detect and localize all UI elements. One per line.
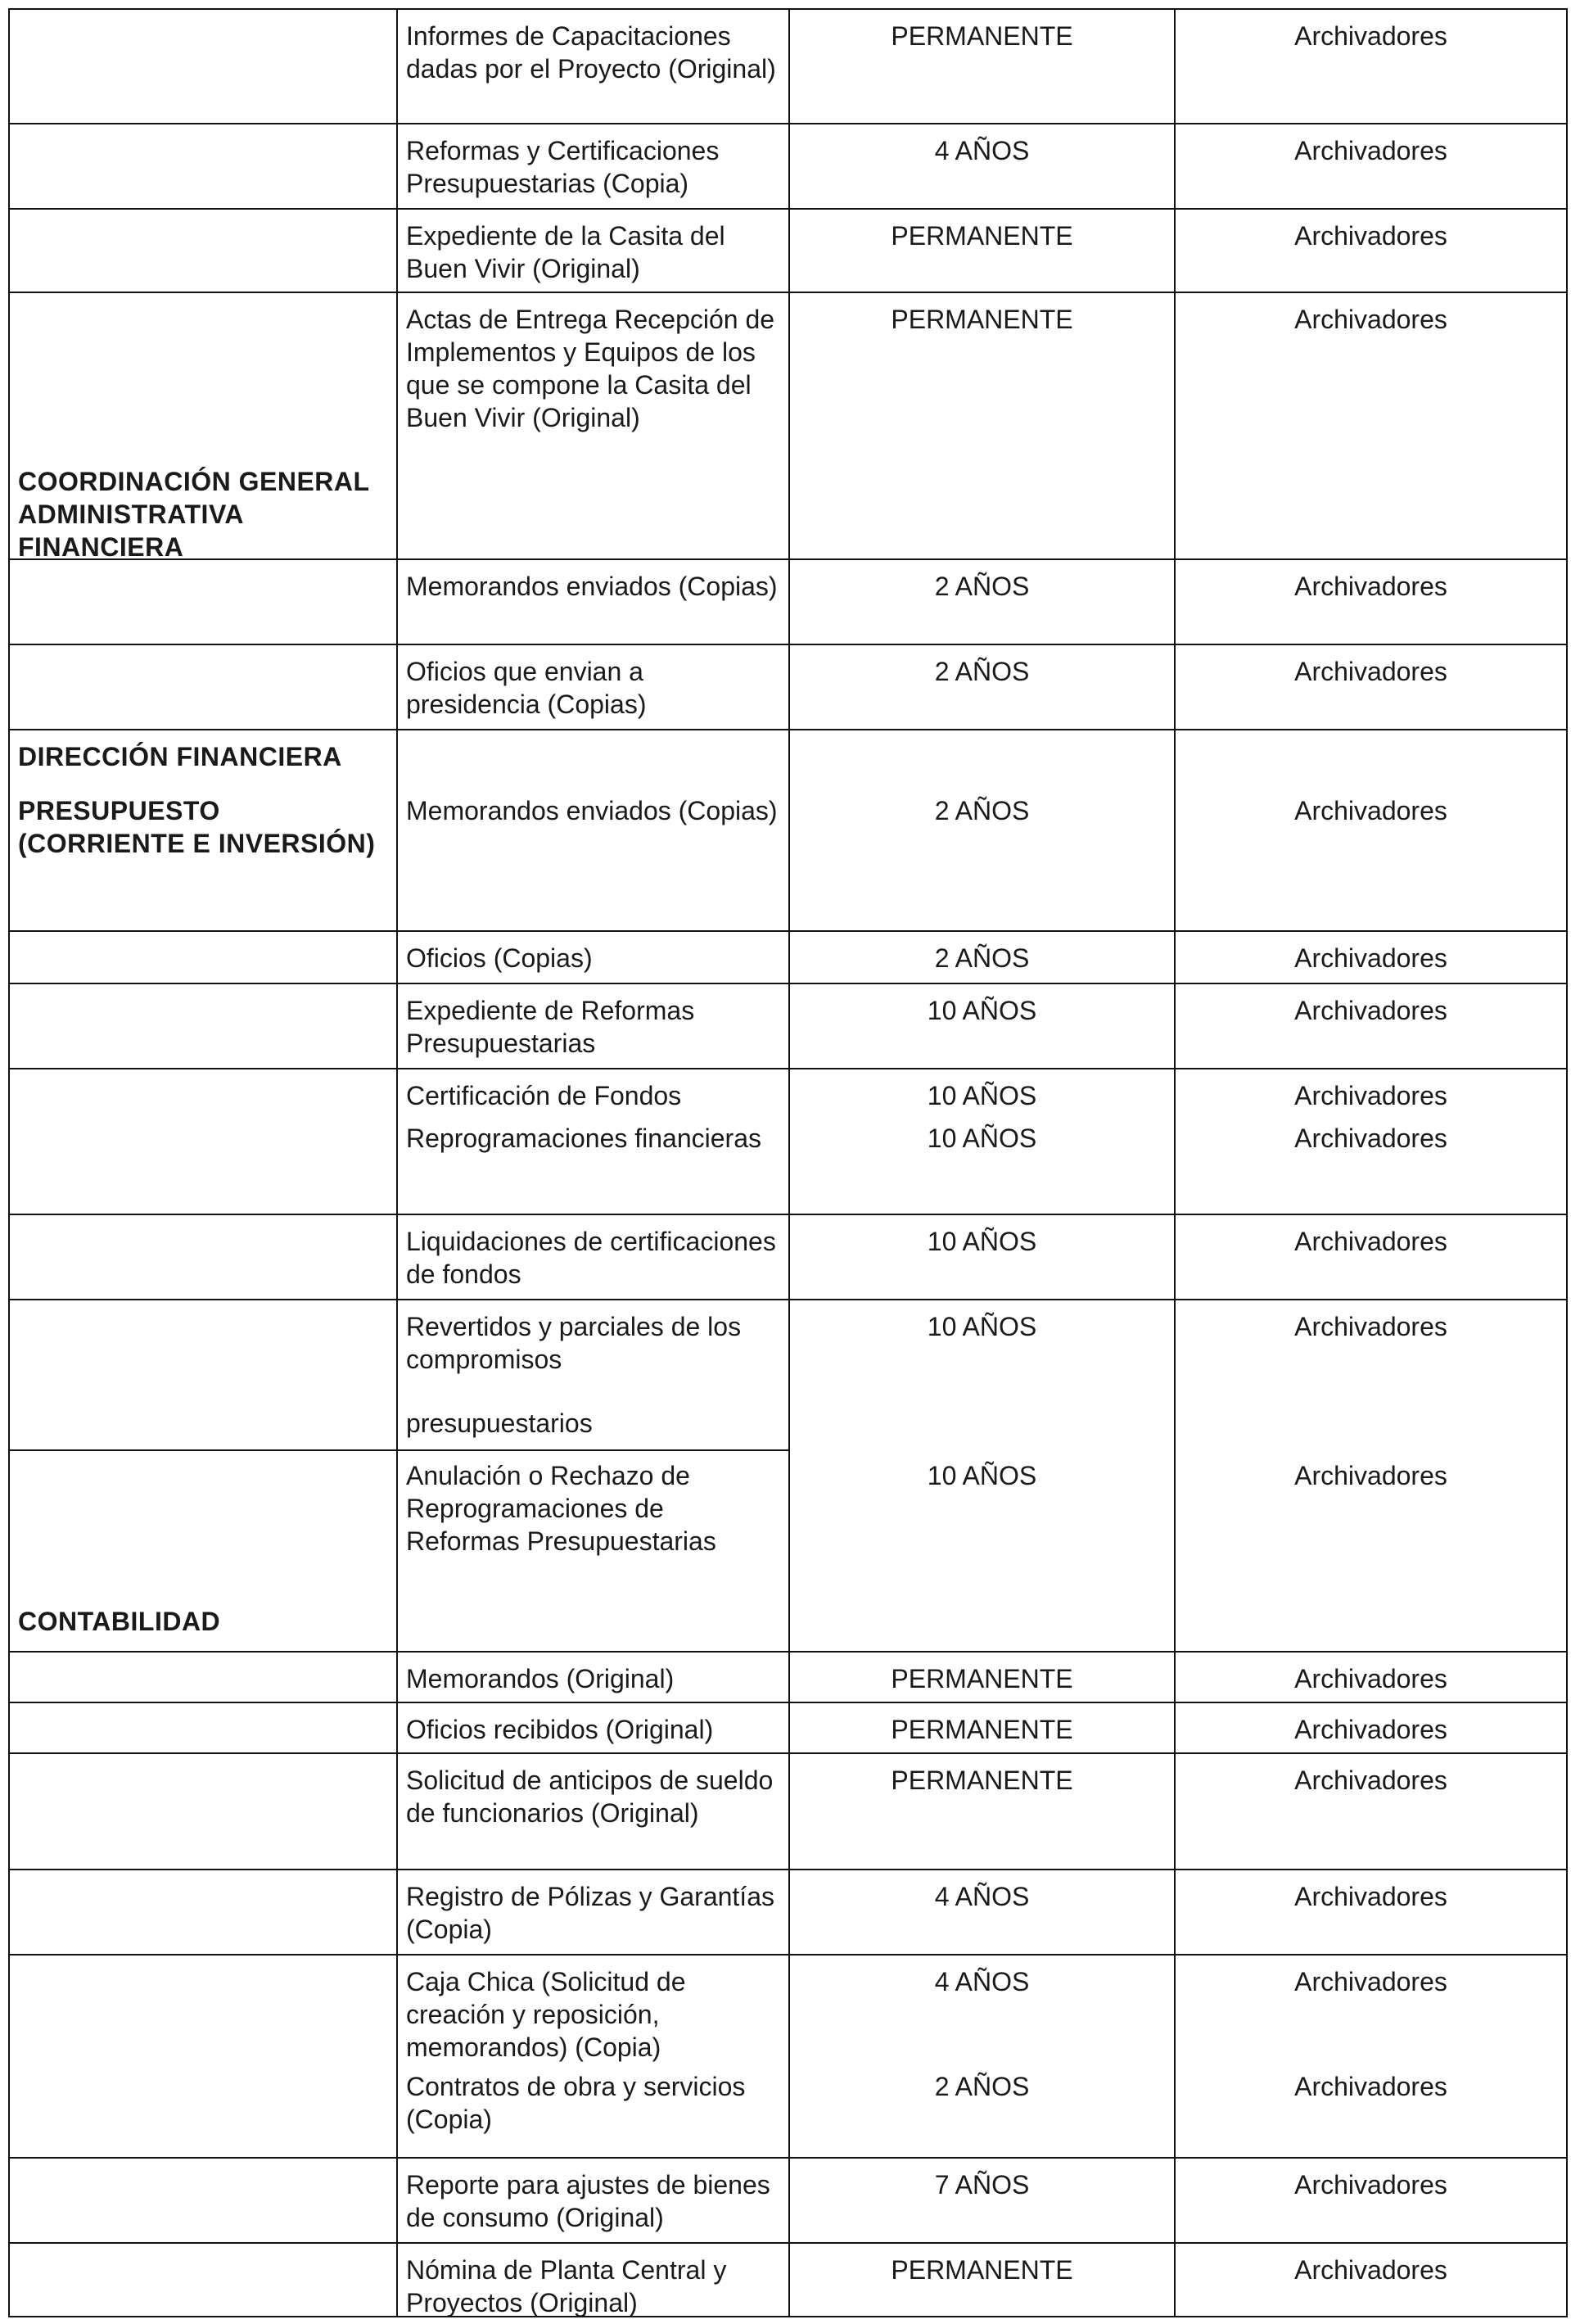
retention-cell: PERMANENTE xyxy=(891,1664,1073,1693)
document-text-continued: presupuestarios xyxy=(406,1408,593,1438)
retention-cell: 2 AÑOS xyxy=(934,2072,1030,2101)
document-cell: Reporte para ajustes de bienes de consumo (Original) xyxy=(406,2170,770,2232)
document-cell: Reformas y Certificaciones Presupuestarias (Copia) xyxy=(406,136,720,198)
document-cell: Certificación de Fondos xyxy=(406,1081,682,1110)
retention-cell: 4 AÑOS xyxy=(934,1967,1030,1996)
table-row xyxy=(8,930,1568,984)
document-cell: Liquidaciones de certificaciones de fondos xyxy=(406,1227,776,1289)
retention-cell: 10 AÑOS xyxy=(927,996,1037,1025)
location-cell: Archivadores xyxy=(1294,1766,1447,1795)
location-cell: Archivadores xyxy=(1294,2072,1447,2101)
retention-cell: PERMANENTE xyxy=(891,2255,1073,2285)
location-cell: Archivadores xyxy=(1294,21,1447,51)
document-cell: Expediente de la Casita del Buen Vivir (Original) xyxy=(406,221,725,283)
location-cell: Archivadores xyxy=(1294,1312,1447,1341)
table-row xyxy=(8,983,1568,1069)
section-label: DIRECCIÓN FINANCIERA xyxy=(18,742,342,771)
table-row xyxy=(8,1449,1568,1651)
retention-cell: PERMANENTE xyxy=(891,1715,1073,1744)
document-cell: Oficios que envian a presidencia (Copias) xyxy=(406,657,647,719)
location-cell: Archivadores xyxy=(1294,1664,1447,1693)
location-cell: Archivadores xyxy=(1294,796,1447,825)
table-row xyxy=(8,208,1568,293)
location-cell: Archivadores xyxy=(1294,1461,1447,1490)
table-row xyxy=(8,123,1568,210)
table-row xyxy=(8,1299,1568,1451)
table-row xyxy=(8,644,1568,730)
location-cell: Archivadores xyxy=(1294,2255,1447,2285)
location-cell: Archivadores xyxy=(1294,1227,1447,1256)
document-cell: Anulación o Rechazo de Reprogramaciones de Reformas Presupuestarias xyxy=(406,1461,716,1556)
table-row xyxy=(8,1120,1568,1214)
table-row xyxy=(8,1702,1568,1754)
document-cell: Reprogramaciones financieras xyxy=(406,1124,761,1153)
location-cell: Archivadores xyxy=(1294,996,1447,1025)
table-row xyxy=(8,292,1568,560)
table-row xyxy=(8,1752,1568,1870)
location-cell: Archivadores xyxy=(1294,1967,1447,1996)
document-cell: Actas de Entrega Recepción de Implementos y Equipos de los que se compone la Casita del Buen Vivir (Original) xyxy=(406,305,775,432)
retention-cell: PERMANENTE xyxy=(891,1766,1073,1795)
location-cell: Archivadores xyxy=(1294,1124,1447,1153)
table-bottom-border xyxy=(8,2316,1568,2317)
retention-cell: PERMANENTE xyxy=(891,305,1073,334)
retention-table xyxy=(8,8,1568,2317)
retention-cell: PERMANENTE xyxy=(891,21,1073,51)
retention-cell: 2 AÑOS xyxy=(934,572,1030,601)
table-row xyxy=(8,8,1568,124)
document-cell: Oficios (Copias) xyxy=(406,943,593,973)
table-row xyxy=(8,1214,1568,1300)
location-cell: Archivadores xyxy=(1294,1882,1447,1911)
table-row xyxy=(8,1068,1568,1122)
document-cell: Oficios recibidos (Original) xyxy=(406,1715,714,1744)
retention-cell: 10 AÑOS xyxy=(927,1124,1037,1153)
document-cell: Contratos de obra y servicios (Copia) xyxy=(406,2072,746,2134)
retention-cell: 4 AÑOS xyxy=(934,136,1030,165)
section-sublabel: PRESUPUESTO (CORRIENTE E INVERSIÓN) xyxy=(18,796,376,858)
retention-cell: 4 AÑOS xyxy=(934,1882,1030,1911)
retention-cell: 10 AÑOS xyxy=(927,1227,1037,1256)
location-cell: Archivadores xyxy=(1294,657,1447,686)
location-cell: Archivadores xyxy=(1294,1715,1447,1744)
table-row xyxy=(8,2157,1568,2244)
location-cell: Archivadores xyxy=(1294,943,1447,973)
location-cell: Archivadores xyxy=(1294,1081,1447,1110)
document-cell: Informes de Capacitaciones dadas por el Proyecto (Original) xyxy=(406,21,776,84)
table-row xyxy=(8,2070,1568,2157)
table-row xyxy=(8,729,1568,932)
section-label: CONTABILIDAD xyxy=(18,1607,221,1636)
retention-cell: 7 AÑOS xyxy=(934,2170,1030,2200)
location-cell: Archivadores xyxy=(1294,136,1447,165)
document-cell: Solicitud de anticipos de sueldo de funcionarios (Original) xyxy=(406,1766,774,1828)
table-row xyxy=(8,1954,1568,2072)
location-cell: Archivadores xyxy=(1294,305,1447,334)
document-cell: Memorandos enviados (Copias) xyxy=(406,796,778,825)
retention-cell: 2 AÑOS xyxy=(934,796,1030,825)
retention-cell: 2 AÑOS xyxy=(934,657,1030,686)
document-cell: Caja Chica (Solicitud de creación y reposición, memorandos) (Copia) xyxy=(406,1967,686,2062)
document-cell xyxy=(406,1300,779,1451)
retention-cell: 10 AÑOS xyxy=(927,1461,1037,1490)
location-cell: Archivadores xyxy=(1294,221,1447,251)
retention-cell: PERMANENTE xyxy=(891,221,1073,251)
table-row xyxy=(8,2242,1568,2317)
location-cell: Archivadores xyxy=(1294,2170,1447,2200)
table-row xyxy=(8,558,1568,645)
retention-cell: 10 AÑOS xyxy=(927,1081,1037,1110)
document-cell: Nómina de Planta Central y Proyectos (Original) xyxy=(406,2255,727,2317)
location-cell: Archivadores xyxy=(1294,572,1447,601)
table-row xyxy=(8,1651,1568,1703)
table-row xyxy=(8,1869,1568,1956)
document-text: Revertidos y parciales de los compromisos xyxy=(406,1312,742,1374)
document-cell: Memorandos (Original) xyxy=(406,1664,675,1693)
retention-cell: 10 AÑOS xyxy=(927,1312,1037,1341)
section-label: COORDINACIÓN GENERAL ADMINISTRATIVA FINANCIERA xyxy=(18,467,369,562)
document-cell: Registro de Pólizas y Garantías (Copia) xyxy=(406,1882,774,1944)
retention-cell: 2 AÑOS xyxy=(934,943,1030,973)
document-cell: Memorandos enviados (Copias) xyxy=(406,572,778,601)
document-cell: Expediente de Reformas Presupuestarias xyxy=(406,996,695,1058)
